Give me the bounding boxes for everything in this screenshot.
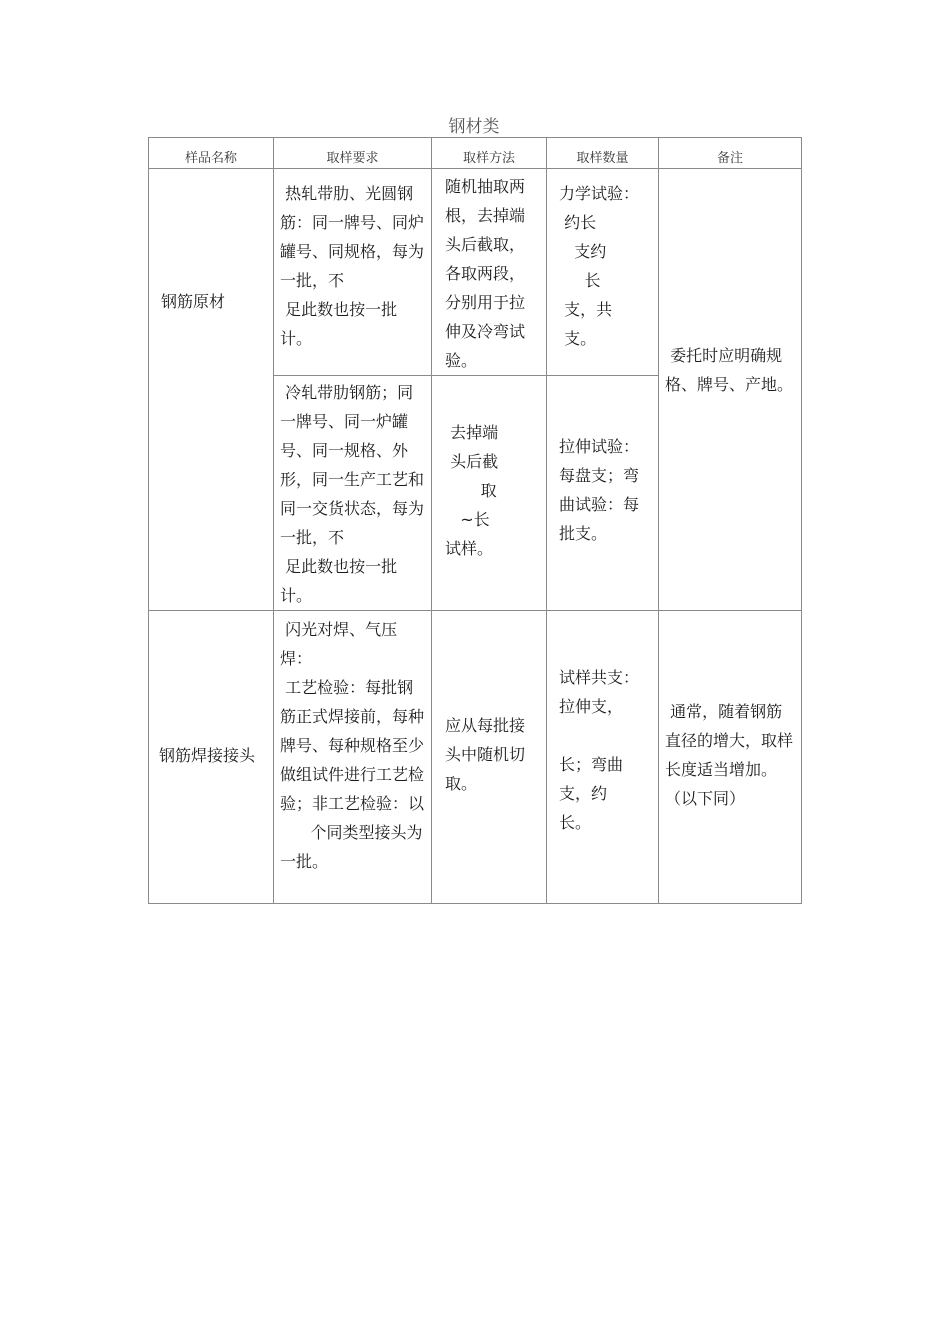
row1a-quantity: 力学试验： 约长 支约 长 支，共 支。	[559, 184, 640, 348]
header-quantity: 取样数量	[547, 138, 659, 169]
row1b-quantity: 拉伸试验：每盘支；弯曲试验：每批支。	[559, 437, 640, 543]
row1-name: 钢筋原材	[161, 292, 226, 311]
row2-remark: 通常，随着钢筋直径的增大，取样长度适当增加。（以下同）	[665, 702, 794, 808]
row2-remark-cell	[659, 611, 802, 904]
header-method: 取样方法	[432, 138, 547, 169]
row2-method-cell	[432, 611, 547, 904]
header-remark: 备注	[659, 138, 802, 169]
table-title: 钢材类	[448, 117, 500, 137]
row2-name: 钢筋焊接接头	[159, 746, 256, 765]
row1a-requirement: 热轧带肋、光圆钢筋：同一牌号、同炉罐号、同规格，每为一批，不 足此数也按一批计。	[280, 184, 425, 348]
row2-requirement-cell	[274, 611, 432, 904]
table-row	[149, 169, 802, 376]
row2-quantity-cell	[547, 611, 659, 904]
row1b-method: 去掉端 头后截 取 ~长 试样。	[445, 423, 499, 558]
row2-method: 应从每批接头中随机切取。	[445, 716, 526, 793]
row2-quantity: 试样共支：拉伸支， 长；弯曲支，约 长。	[559, 668, 640, 832]
row1b-requirement-cell	[274, 376, 432, 611]
row2-name-cell	[149, 611, 274, 904]
row1b-requirement: 冷轧带肋钢筋；同一牌号、同一炉罐号、同一规格、外形，同一生产工艺和同一交货状态，每为一批，不 足此数也按一批计。	[280, 383, 425, 605]
header-requirement: 取样要求	[274, 138, 432, 169]
row1-remark-cell	[659, 169, 802, 611]
row1a-requirement-cell	[274, 169, 432, 376]
row1-name-cell	[149, 169, 274, 611]
header-sample-name: 样品名称	[149, 138, 274, 169]
sampling-table	[148, 137, 802, 904]
row1a-method-cell	[432, 169, 547, 376]
table-row	[149, 611, 802, 904]
row1b-quantity-cell	[547, 376, 659, 611]
row1a-method: 随机抽取两根，去掉端头后截取，各取两段，分别用于拉伸及冷弯试验。	[445, 177, 526, 370]
header-row	[149, 138, 802, 169]
row1-remark: 委托时应明确规格、牌号、产地。	[665, 346, 794, 394]
row1b-method-cell	[432, 376, 547, 611]
row1a-quantity-cell	[547, 169, 659, 376]
row2-requirement: 闪光对焊、气压焊： 工艺检验：每批钢筋正式焊接前，每种牌号、每种规格至少做组试件进行工艺检验；非工艺检验：以 个同类型接头为一批。	[280, 620, 425, 871]
